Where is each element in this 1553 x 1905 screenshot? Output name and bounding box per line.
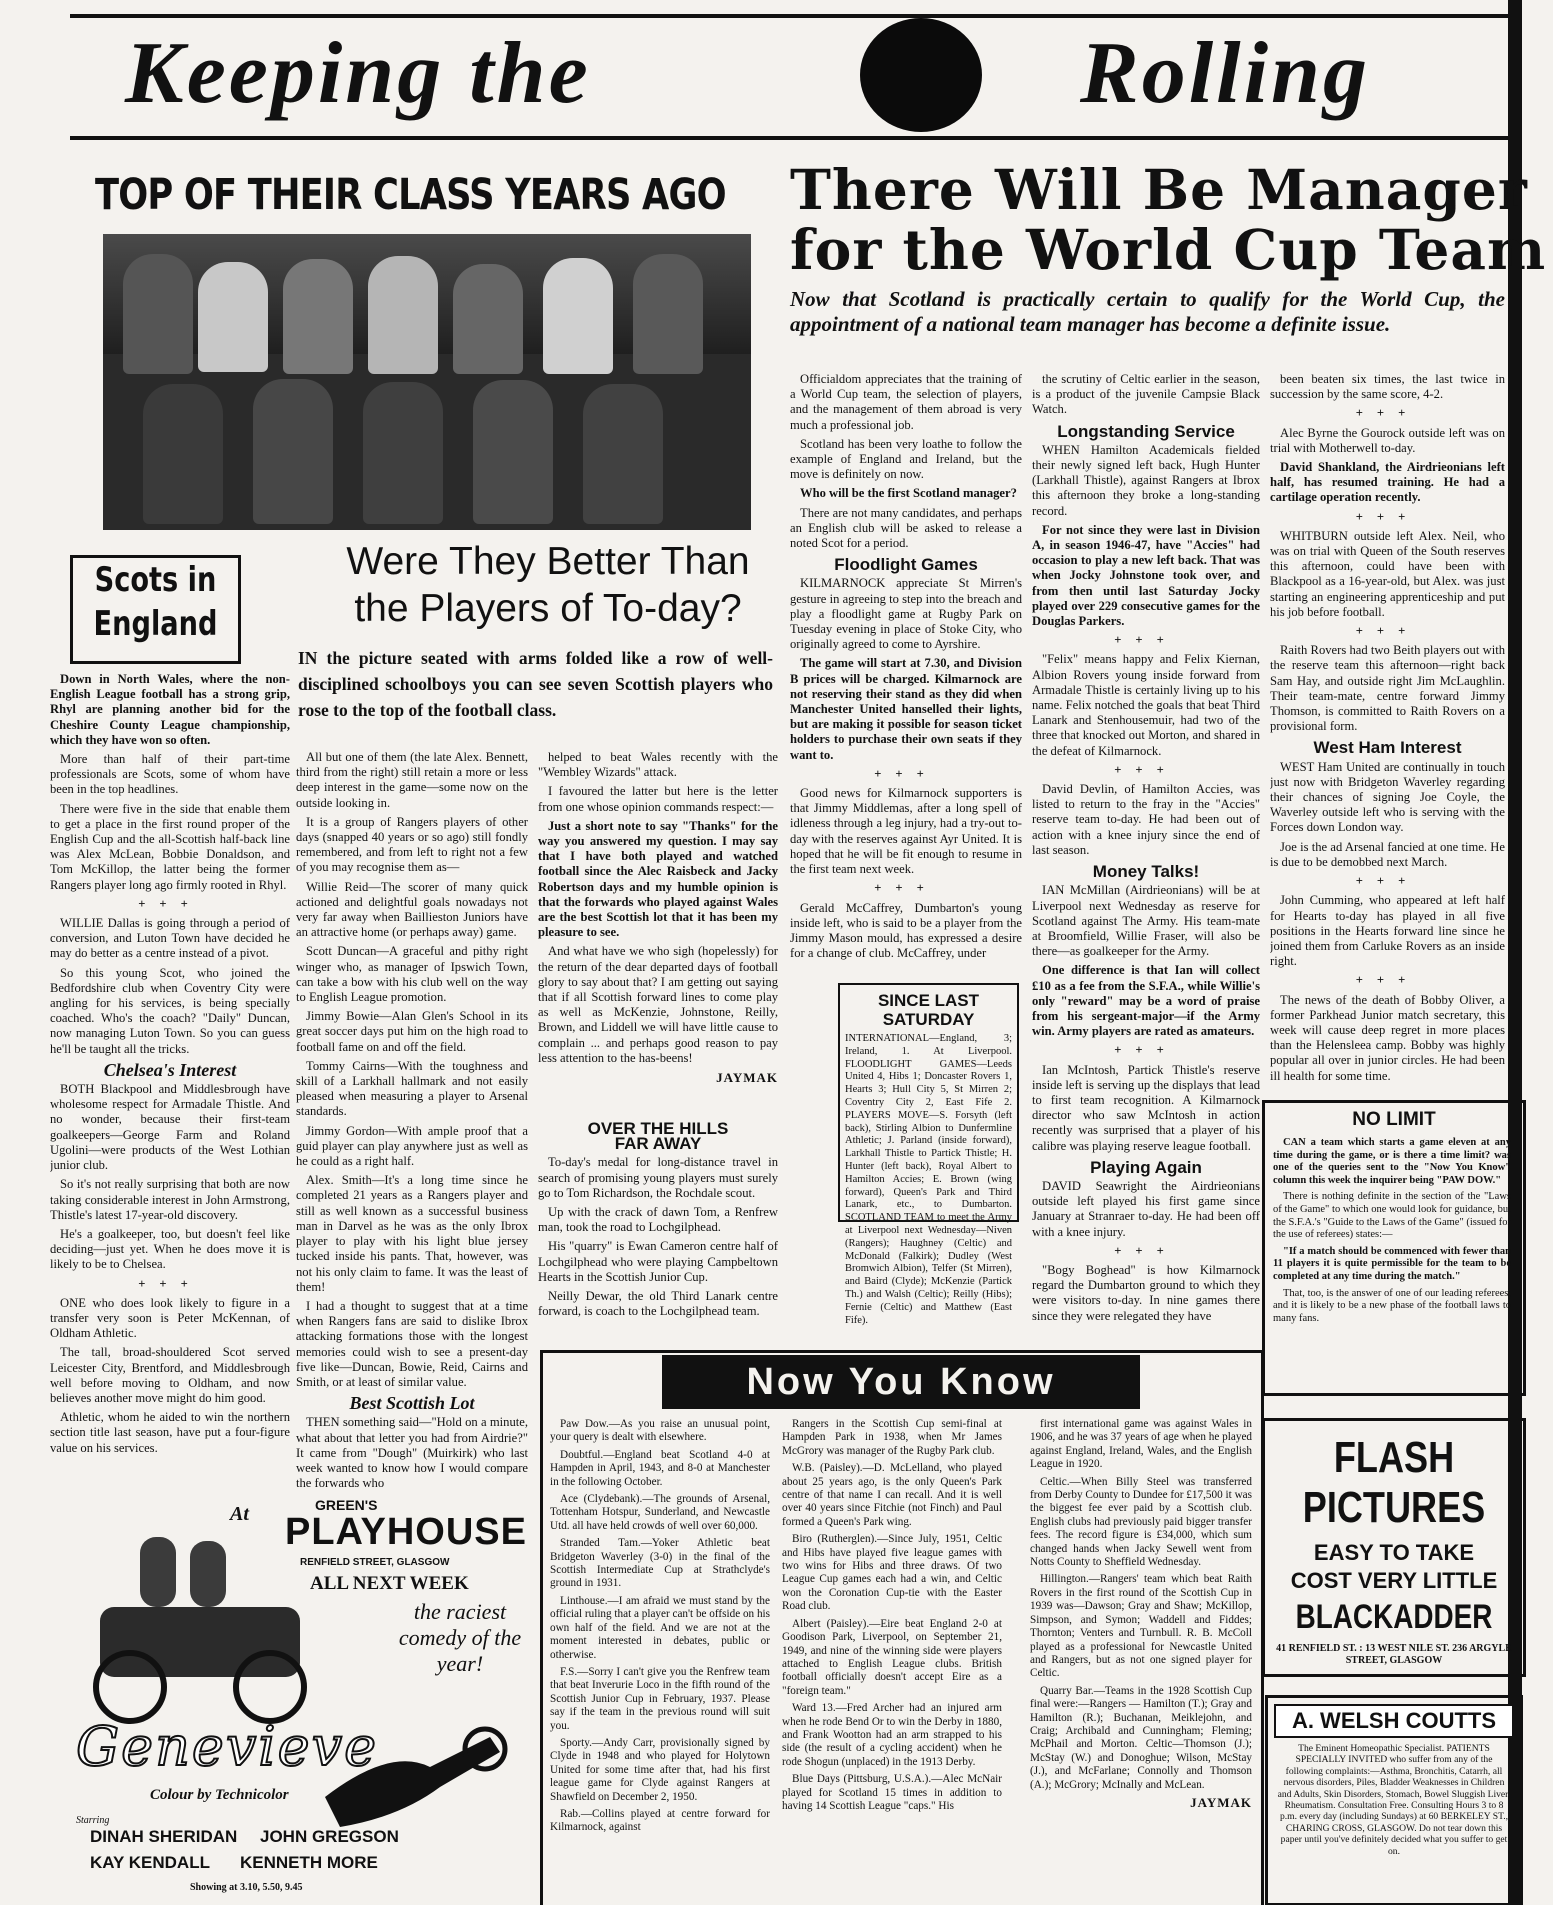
ad-star4: KENNETH MORE <box>240 1853 378 1872</box>
were-lead: IN the picture seated with arms folded like a row of well-disciplined schoolboys you can see seven Scottish players who rose to the top of the football class. <box>298 648 773 720</box>
flash-pictures-ad <box>1262 1418 1526 1677</box>
ad-next-week: ALL NEXT WEEK <box>310 1573 469 1594</box>
ad-at: At <box>230 1503 249 1525</box>
flash-line5: BLACKADDER <box>1295 1598 1493 1636</box>
col3-para: Alec Byrne the Gourock outside left was on trial with Motherwell to-day. <box>1270 425 1505 455</box>
were-para: Jimmy Bowie—Alan Glen's School in its great soccer days put him on the high road to football fame on and off the field. <box>296 1009 528 1054</box>
flash-line4: COST VERY LITTLE <box>1290 1568 1498 1593</box>
westham-para: WEST Ham United are continually in touch just now with Bridgeton Waverley regarding their chances of signing Joe Coyle, the Waverley outside left who is serving with the Forces down London way. <box>1270 759 1505 835</box>
photo-player <box>583 384 663 524</box>
nyk-para: Stranded Tam.—Yoker Athletic beat Bridgeton Waverley (3-0) in the final of the Scottish Intermediate Cup at Strathclyde's ground in 1931. <box>550 1537 770 1590</box>
welsh-name: A. WELSH COUTTS <box>1274 1704 1514 1738</box>
photo-player <box>143 384 223 524</box>
nyk-column-3 <box>1030 1418 1252 1898</box>
nyk-para: W.B. (Paisley).—D. McLelland, who played about 25 years ago, is the only Queen's Park centre of that name I can recall. And it is well over 40 years since Fitchie (not Finch) and Paul formed a Queen's Park wing. <box>782 1462 1002 1528</box>
since-last-saturday-box <box>838 983 1019 1326</box>
separator-stars: +++ <box>874 766 938 781</box>
nyk-column-2 <box>782 1418 1002 1898</box>
westham-para: John Cumming, who appeared at left half for Hearts to-day has played in all five positions in the Hearts forward line since he joined them from Carluke Rovers as an inside right. <box>1270 893 1505 969</box>
photo-player <box>368 256 438 374</box>
nyk-para: first international game was against Wales in 1906, and he was 37 years of age when he played against England, Ireland, Wales, and the English League in 1920. <box>1030 1418 1252 1471</box>
were-para: I had a thought to suggest that at a time when Rangers fans are said to dislike Ibrox attacking formations those with the longest memories could wish to see a present-day five like—Duncan, Bowie, Reid, Cairns and Smith, or at least of similar value. <box>296 1298 528 1389</box>
floodlight-para: The game will start at 7.30, and Division B prices will be charged. Kilmarnock are not reserving their stand as they did when Manchester United hanselled their lights, but are making it possible for season ticket holders to purchase their own seats if they want to. <box>790 656 1022 762</box>
longstanding-subhead: Longstanding Service <box>1057 421 1235 441</box>
money-para: Ian McIntosh, Partick Thistle's reserve inside left is serving up the displays that lead to first team recognition. A Kilmarnock director who saw McIntosh in action recently was surprised that a player of his calibre was playing reserve league football. <box>1032 1062 1260 1153</box>
were-para: And what have we who sigh (hopelessly) for the return of the dear departed days of football glory to say about that? I am getting out saying that if all Scottish forward lines to come play as well as McKenzie, Johnstone, Reilly, Brown, and Liddell we will have little cause to complain ... and perhaps good reason to pay less attention to the has-beens! <box>538 944 778 1065</box>
were-para: Jimmy Gordon—With ample proof that a guid player can play anywhere just as well as he could as a right half. <box>296 1123 528 1169</box>
were-para: Alex. Smith—It's a long time since he completed 21 years as a Rangers player and still as well known as a successful business man in Darvel as he was as the only Ibrox player to play with his light blue jersey tucked inside his pants. That, however, was not his only claim to fame. It was the least of them! <box>296 1173 528 1294</box>
headline-manager-line1: There Will Be Manager <box>790 157 1528 222</box>
nyk-para: F.S.—Sorry I can't give you the Renfrew team that beat Inverurie Loco in the fifth round of the Scottish Junior Cup in February, 1937. Please say if the team in the previous round will suit you. <box>550 1665 770 1732</box>
headline-manager-line2: for the World Cup Team <box>790 217 1547 282</box>
scots-para: There were five in the side that enable them to get a place in the first round proper of the English Cup and the all-Scottish half-back line was Alex McLean, Bobbie Donaldson, and Tom McKillop, the latter being the former Rangers player long ago firmly rooted in Rhyl. <box>50 801 290 892</box>
welsh-coutts-ad <box>1265 1695 1523 1905</box>
money-talks-subhead: Money Talks! <box>1092 862 1200 882</box>
since-body: INTERNATIONAL—England, 3; Ireland, 1. At Liverpool. FLOODLIGHT GAMES—Leeds United 4, Hibs 1; Doncaster Rovers 1, Hearts 3; Hull City 5, St Mirren 2; Coventry City 2, East Fife 2. PLAYERS MOVE—S. Forsyth (left back), Stirling Albion to Dunfermline Athletic; J. Parland (inside forward), Larkhall Thistle to Partick Thistle; H. Hunter (left back), Royal Albert to Hamilton Accies; E. Brown (wing forward), Queen's Park and Third Lanark, etc., to Dumbarton. SCOTLAND TEAM to meet the Army at Liverpool next Wednesday—Niven (Rangers); Haughney (Celtic) and McDonald (Falkirk); Dudley (West Bromwich Albion), Telfer (St Mirren), and Baird (Clyde); McKenzie (Partick Th.) and Walsh (Celtic); Reilly (Hibs); Fernie (Celtic) and Matthew (East Fife). <box>845 1033 1012 1326</box>
longstanding-para: WHEN Hamilton Academicals fielded their newly signed left back, Hugh Hunter (Larkhall Thistle), against Rangers at Ibrox this afternoon they broke a long-standing record. <box>1032 442 1260 518</box>
nyk-para: Rangers in the Scottish Cup semi-final at Hampden Park in 1938, when Mr James McGrory was manager of the Rugby Park club. <box>782 1418 1002 1457</box>
genevieve-film-ad <box>70 1497 535 1902</box>
photo-player <box>473 380 553 524</box>
flash-address: 41 RENFIELD ST. : 13 WEST NILE ST. 236 ARGYLE STREET, GLASGOW <box>1276 1643 1512 1666</box>
hills-para: To-day's medal for long-distance travel in search of promising young players must surely go to Tom Richardson, the Rochdale scout. <box>538 1155 778 1200</box>
flash-line3: EASY TO TAKE <box>1313 1540 1475 1565</box>
over-the-hills-column <box>538 1115 778 1345</box>
col3-para: Raith Rovers had two Beith players out with the reserve team this afternoon—right back Sam Hay, and outside right Jim McLaughlin. Their team-mate, centre forward Jimmy Thomson, is committed to Raith Rovers on a provisional form. <box>1270 643 1505 734</box>
longstanding-para: David Devlin, of Hamilton Accies, was listed to return to the fray in the "Accies" reserve team to-day. He had been out of action with a knee injury since the end of last season. <box>1032 782 1260 857</box>
no-limit-para: That, too, is the answer of one of our leading referees, and it is likely to be a new phase of the football laws to many fans. <box>1273 1287 1511 1324</box>
over-the-hills-title <box>538 1119 778 1154</box>
westham-para: Joe is the ad Arsenal fancied at one time. He is due to be demobbed next March. <box>1270 839 1505 869</box>
no-limit-title: NO LIMIT <box>1352 1109 1436 1130</box>
photo-player <box>453 264 523 374</box>
manager-column-3 <box>1270 372 1505 1092</box>
ad-street: RENFIELD STREET, GLASGOW <box>300 1557 450 1568</box>
west-ham-subhead: West Ham Interest <box>1313 738 1462 758</box>
were-column-2 <box>538 750 778 1110</box>
scots-column <box>50 672 290 1497</box>
were-para: Just a short note to say "Thanks" for the way you answered my question. I may say that I have both played and watched football since the Alec Raisbeck and Jacky Robertson days and my humble opinion is that the forwards who played against Wales are the best Scottish lot that it has been my pleasure to see. <box>538 818 778 940</box>
team-photo <box>103 234 751 530</box>
masthead-left: Keeping the <box>125 25 591 122</box>
separator-stars: +++ <box>138 1276 202 1291</box>
playing-para: DAVID Seawright the Airdrieonians outside left played his first game since January at Stranraer to-day. He had been off with a knee injury. <box>1032 1178 1260 1239</box>
playing-again-subhead: Playing Again <box>1090 1157 1202 1177</box>
headline-were-they-better: Were They Better Than the Players of To-day? <box>346 540 750 630</box>
hills-para: Neilly Dewar, the old Third Lanark centre forward, is coach to the Lochgilphead team. <box>538 1289 778 1319</box>
ad-film-title: Genevieve <box>76 1715 379 1778</box>
hills-title-line2: FAR AWAY <box>614 1134 702 1154</box>
separator-stars: +++ <box>138 896 202 911</box>
chelsea-para: ONE who does look likely to figure in a transfer very soon is Peter McKennan, of Oldham Athletic. <box>50 1295 290 1341</box>
byline-jaymak: JAYMAK <box>716 1070 778 1086</box>
scots-para: More than half of their part-time professionals are Scots, some of whom have been in the top headlines. <box>50 752 290 797</box>
were-column-1 <box>296 750 528 1495</box>
manager-para: Who will be the first Scotland manager? <box>800 486 1017 501</box>
hills-para: Up with the crack of dawn Tom, a Renfrew man, took the road to Lochgilphead. <box>538 1205 778 1235</box>
were-para: Tommy Cairns—With the toughness and skill of a Larkhall hallmark and not easily pleased when measuring a player to Arsenal standards. <box>296 1058 528 1119</box>
since-title <box>840 991 1017 1029</box>
no-limit-para: "If a match should be commenced with fewer than 11 players it is quite permissible for the team to be completed at any time during the match." <box>1273 1245 1511 1282</box>
nyk-para: Blue Days (Pittsburg, U.S.A.).—Alec McNair played for Scotland 15 times in addition to having 14 Scottish League "caps." His <box>782 1773 1002 1812</box>
were-para: THEN something said—"Hold on a minute, what about that letter you had from Airdrie?" It came from "Dough" (Muirkirk) who last week wanted to know how I would compare the forwards who <box>296 1415 528 1491</box>
separator-stars: +++ <box>1355 509 1420 524</box>
nyk-column-1 <box>550 1418 770 1898</box>
photo-player <box>198 262 268 372</box>
westham-para: The news of the death of Bobby Oliver, a former Parkhead Junior match secretary, this week will cause deep regret in more places than the Helensleea camp. Bobby was highly popular all over in junior circles. He had been ill health for some time. <box>1270 992 1505 1083</box>
scots-para: WILLIE Dallas is going through a period of conversion, and Luton Town have decided he may do better as a centre instead of a pivot. <box>50 916 290 961</box>
nyk-para: Hillington.—Rangers' team which beat Raith Rovers in the first round of the Scottish Cup in 1939 was—Dawson; Gray and Shaw; McKillop, Simpson, and Symon; Waddell and Fiddes; Thornton; Venters and Turnbull. R. B. McColl played as a professional for Newcastle United and Rangers, but as not one signed player for Celtic. <box>1030 1573 1252 1680</box>
ad-starring: Starring <box>76 1815 110 1826</box>
money-para: IAN McMillan (Airdrieonians) will be at Liverpool next Wednesday as reserve for Scotland against The Army. His team-mate at Broomfield, Willie Fraser, will also be there—as goalkeeper for the Army. <box>1032 883 1260 959</box>
ad-tagline: the raciest comedy of the year! <box>398 1599 522 1676</box>
manager-para: There are not many candidates, and perhaps an English club will be asked to release a noted Scot for a period. <box>790 505 1022 551</box>
scots-box-line2: England <box>93 604 218 644</box>
were-para: It is a group of Rangers players of other days (snapped 40 years or so ago) still fondly remembered, and from left to right not a few of you may recognise them as— <box>296 814 528 875</box>
floodlight-para: Good news for Kilmarnock supporters is that Jimmy Middlemas, after a long spell of idleness through a leg injury, had a try-out to-day with the reserves against Ayr United. It is hoped that he will be fit enough to resume in the first team next week. <box>790 786 1022 877</box>
chelsea-para: Athletic, whom he aided to win the northern section title last season, have put a four-figure value on his services. <box>50 1410 290 1455</box>
ad-greens: GREEN'S <box>315 1497 378 1513</box>
photo-player <box>363 382 443 524</box>
separator-stars: +++ <box>1355 624 1420 639</box>
byline-jaymak: JAYMAK <box>1190 1794 1252 1810</box>
manager-para: Officialdom appreciates that the training of a World Cup team, the selection of players, and the management of them abroad is very much a professional job. <box>790 372 1022 432</box>
now-you-know-title: Now You Know <box>662 1355 1140 1409</box>
separator-stars: +++ <box>874 881 938 896</box>
headline-manager <box>790 157 1547 282</box>
manager-para: Scotland has been very loathe to follow the example of England and Ireland, but the move is definitely on now. <box>790 436 1022 482</box>
money-para: One difference is that Ian will collect £10 as a fee from the S.F.A., while Willie's only "reward" may be a word of praise from his sergeant-major—if the Army win. Army players are rated as amateurs. <box>1032 963 1260 1039</box>
separator-stars: +++ <box>1355 973 1420 988</box>
masthead <box>70 14 1510 140</box>
scots-para: So this young Scot, who joined the Bedfordshire club when Coventry City were angling for his services, is being specially coached. Who's the coach? "Daily" Duncan, now managing Luton Town. So you can guess he'll be taught all the tricks. <box>50 965 290 1056</box>
since-title-line2: SATURDAY <box>882 1010 975 1029</box>
photo-player <box>633 254 703 374</box>
were-para: Willie Reid—The scorer of many quick actioned and delightful goals nowadays not very far away when Baillieston Juniors have an attractive home (or perhaps away) game. <box>296 879 528 940</box>
scots-box-line1: Scots in <box>94 560 217 600</box>
floodlight-para: KILMARNOCK appreciate St Mirren's gesture in agreeing to step into the breach and play a floodlight game at Rugby Park on Tuesday evening in place of Stoke City, who originally agreed to come to Ayrshire. <box>790 576 1022 652</box>
nyk-para: Albert (Paisley).—Eire beat England 2-0 at Goodison Park, Liverpool, on September 21, 1949, and nine of the winning side were players attached to English League clubs. British football officially doesn't accept Eire as a "foreign team." <box>782 1617 1002 1697</box>
separator-stars: +++ <box>1355 406 1420 421</box>
manager-column-2 <box>1032 372 1260 1342</box>
hills-title-line1: OVER THE HILLS <box>587 1119 729 1138</box>
nyk-para: Biro (Rutherglen).—Since July, 1951, Celtic and Hibs have played five league games with two wins for Hibs and three draws. Of two League Cup games each had a win, and Celtic won the Coronation Cup-tie with the Easter Road club. <box>782 1533 1002 1613</box>
nyk-para: Ace (Clydebank).—The grounds of Arsenal, Tottenham Hotspur, Sunderland, and Newcastle Utd. all have held crowds of well over 60,000. <box>550 1493 770 1532</box>
nyk-para: Celtic.—When Billy Steel was transferred from Derby County to Dundee for £17,500 it was the biggest fee ever paid by a Scottish club. English clubs had previously paid bigger transfer fees. The record figure is £34,000, which sum changed hands when Jacky Sewell went from Notts County to Sheffield Wednesday. <box>1030 1475 1252 1569</box>
manager-para: the scrutiny of Celtic earlier in the season, is a product of the juvenile Campsie Black Watch. <box>1032 372 1260 417</box>
ad-star3: KAY KENDALL <box>90 1853 210 1872</box>
photo-player <box>253 379 333 524</box>
chelsea-para: He's a goalkeeper, too, but doesn't feel like deciding—just yet. When he does move it is likely to be to Chelsea. <box>50 1226 290 1272</box>
flash-line1: FLASH <box>1333 1433 1455 1482</box>
headline-top-of-class: TOP OF THEIR CLASS YEARS AGO <box>95 170 726 220</box>
nyk-para: Quarry Bar.—Teams in the 1928 Scottish Cup final were:—Rangers — Hamilton (T.); Gray and Hamilton (R.); Buchanan, Meiklejohn, and Craig; Archibald and Cunningham; Fleming; McPhail and Morton. Celtic—Thomson (J.); McStay (W.) and Donoghue; Wilson, McStay (J.), and McFarlane; Connolly and Thomson (A.); McGrory; McInally and McLean. <box>1030 1684 1252 1791</box>
photo-player <box>123 254 193 374</box>
were-para: Scott Duncan—A graceful and pithy right winger who, as manager of Ipswich Town, can take a bow with his club well on the way to English League promotion. <box>296 944 528 1005</box>
ad-star2: JOHN GREGSON <box>260 1827 399 1846</box>
no-limit-para: CAN a team which starts a game eleven at any time during the game, or is there a time limit? was one of the queries sent to the "Now You Know" column this week the inquirer being "PAW DOW." <box>1273 1137 1511 1186</box>
manager-column-1 <box>790 372 1022 977</box>
playing-para: "Bogy Boghead" is how Kilmarnock regard the Dumbarton ground to which they were visitors to-day. In nine games there since they were relegated they have <box>1032 1262 1260 1323</box>
photo-player <box>543 258 613 374</box>
floodlight-subhead: Floodlight Games <box>834 555 978 575</box>
col3-para: WHITBURN outside left Alex. Neil, who was on trial with Queen of the South reserves this afternoon, could have been with Blackpool as a 16-year-old, but Alex. was just starting an engineering apprenticeship and put his job before football. <box>1270 528 1505 619</box>
nyk-para: Linthouse.—I am afraid we must stand by the official ruling that a player can't be offside on his own half of the field. And we are not at the moment interested in debates, public or otherwise. <box>550 1594 770 1661</box>
football-icon <box>860 18 982 132</box>
ad-colour: Colour by Technicolor <box>150 1787 289 1803</box>
scots-in-england-box <box>70 555 241 664</box>
nyk-para: Paw Dow.—As you raise an unusual point, your query is dealt with elsewhere. <box>550 1418 770 1444</box>
ad-showing: Showing at 3.10, 5.50, 9.45 <box>190 1882 303 1893</box>
chelsea-para: The tall, broad-shouldered Scot served Leicester City, Brentford, and Middlesbrough well before moving to Oldham, and now believes another move might do him good. <box>50 1345 290 1405</box>
flash-line2: PICTURES <box>1302 1483 1486 1532</box>
welsh-body: The Eminent Homeopathic Specialist. PATIENTS SPECIALLY INVITED who suffer from any of the following complaints:—Asthma, Bronchitis, Catarrh, all nervous disorders, Piles, Bladder Weaknesses in Children and Adults, Skin Disorders, Stomach, Bowel Sluggish Liver, Rheumatism. Consultation Free. Consulting Hours 3 to 8 p.m. every day (including Sundays) at 60 BERKELEY ST., CHARING CROSS, GLASGOW. Do not tear down this paper until you've definitely decided what you suffer to get on. <box>1277 1743 1511 1857</box>
were-para: I favoured the latter but here is the letter from one whose opinion commands respect:— <box>538 784 778 814</box>
scots-lead: Down in North Wales, where the non-English League football has a strong grip, Rhyl are planning another bid for the Cheshire County League championship, which they have won so often. <box>50 672 290 747</box>
since-title-line1: SINCE LAST <box>877 991 980 1010</box>
nyk-para: Doubtful.—England beat Scotland 4-0 at Hampden in April, 1943, and 8-0 at Manchester in the following October. <box>550 1448 770 1488</box>
longstanding-para: For not since they were last in Division A, in season 1946-47, have "Accies" had occasion to play a new left back. That was when Jocky Johnstone took over, and from then until last Saturday Jocky played over 229 consecutive games for the Douglas Parkers. <box>1032 522 1260 629</box>
nyk-para: Rab.—Collins played at centre forward for Kilmarnock, against <box>550 1807 770 1834</box>
floodlight-para: Gerald McCaffrey, Dumbarton's young inside left, who is said to be a player from the Jimmy Mason mould, has expressed a desire for a change of club. McCaffrey, under <box>790 900 1022 961</box>
col3-para: David Shankland, the Airdrieonians left half, has resumed training. He had a cartilage operation recently. <box>1270 460 1505 505</box>
chelsea-para: BOTH Blackpool and Middlesbrough have wholesome respect for Armadale Thistle. And no wonder, because their first-team goalkeepers—George Farm and Roland Ugolini—were products of the West Lothian junior club. <box>50 1082 290 1173</box>
separator-stars: +++ <box>1355 874 1420 889</box>
masthead-right: Rolling <box>1080 25 1370 122</box>
nyk-para: Sporty.—Andy Carr, provisionally signed by Clyde in 1948 and who played for Holytown United for some time after that, had his first league game for Clyde against Rangers at Shawfield on December 2, 1950. <box>550 1736 770 1803</box>
separator-stars: +++ <box>1114 762 1178 777</box>
separator-stars: +++ <box>1114 1243 1178 1258</box>
nyk-para: Ward 13.—Fred Archer had an injured arm when he rode Bend Or to win the Derby in 1880, and Frank Wootton had an arm strapped to his side (the result of a cycling accident) when he rode Shogun (unplaced) in the 1913 Derby. <box>782 1702 1002 1768</box>
were-para: All but one of them (the late Alex. Bennett, third from the right) still retain a more or less deep interest in the game—some now on the outside looking in. <box>296 750 528 810</box>
col3-para: been beaten six times, the last twice in succession by the same score, 4-2. <box>1270 372 1505 402</box>
ad-playhouse: PLAYHOUSE <box>285 1511 527 1553</box>
chelsea-para: So it's not really surprising that both are now taking considerable interest in John Armstrong, Thistle's latest 17-year-old discovery. <box>50 1177 290 1222</box>
chelsea-subhead: Chelsea's Interest <box>103 1059 237 1080</box>
no-limit-para: There is nothing definite in the section of the "Laws of the Game" to which one would look for guidance, but the S.F.A.'s "Guide to the Laws of the Game" (issued for the use of referees) states:— <box>1273 1191 1511 1241</box>
no-limit-box <box>1262 1100 1526 1396</box>
no-limit-body <box>1273 1137 1511 1387</box>
hills-para: His "quarry" is Ewan Cameron centre half of Lochgilphead who were playing Campbeltown Hearts in the Scottish Junior Cup. <box>538 1239 778 1284</box>
separator-stars: +++ <box>1114 633 1178 648</box>
best-scottish-subhead: Best Scottish Lot <box>349 1393 475 1414</box>
photo-player <box>283 259 353 374</box>
manager-intro: Now that Scotland is practically certain to qualify for the World Cup, the appointment of a national team manager has become a definite issue. <box>790 287 1505 336</box>
ad-star1: DINAH SHERIDAN <box>90 1827 238 1846</box>
separator-stars: +++ <box>1114 1043 1178 1058</box>
longstanding-para: "Felix" means happy and Felix Kiernan, Albion Rovers young inside forward from Armadale Thistle is certainly living up to his name. Felix notched the goals that beat Third Lanark and Stenhousemuir, had two of the three that knocked out Morton, and shared in the defeat of Kilmarnock. <box>1032 652 1260 758</box>
were-para: helped to beat Wales recently with the "Wembley Wizards" attack. <box>538 750 778 780</box>
